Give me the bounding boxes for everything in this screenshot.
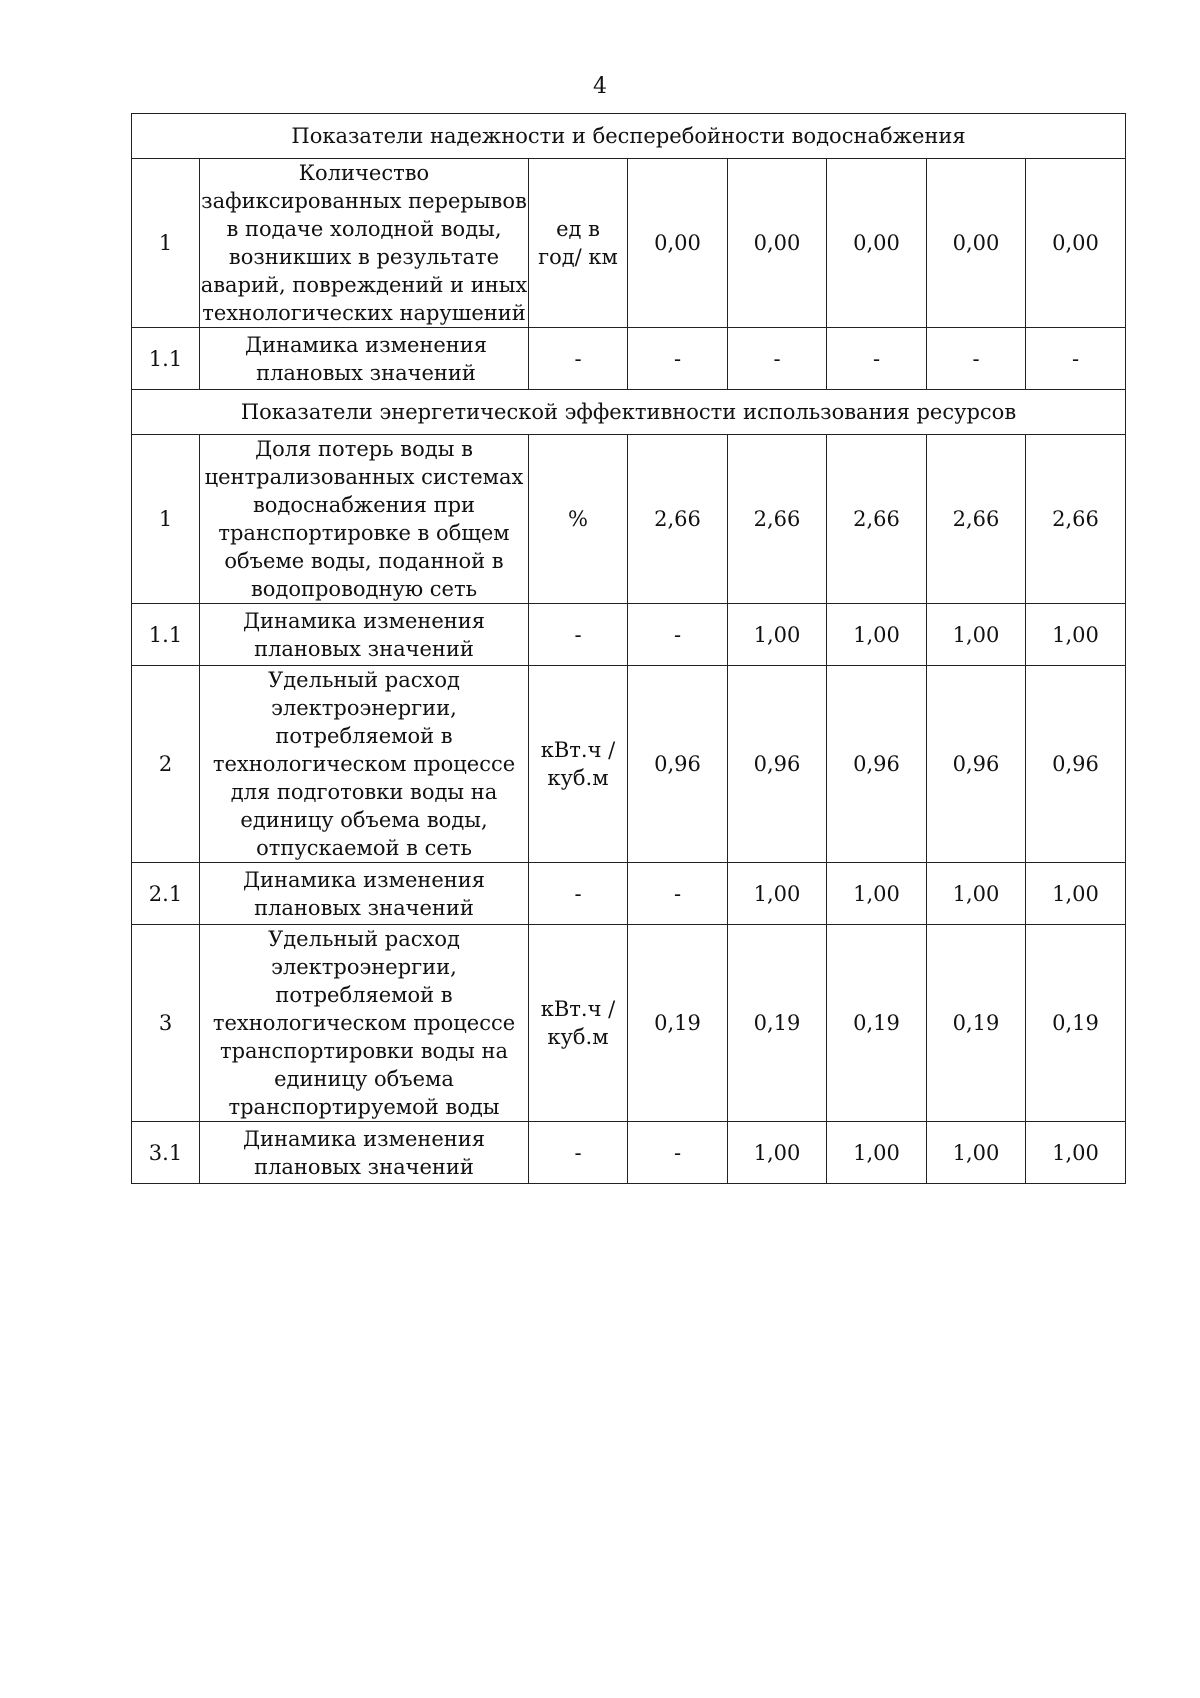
value-cell: 0,96	[927, 666, 1026, 863]
indicator-name-line: отпускаемой в сеть	[256, 836, 472, 860]
value-cell: 0,96	[827, 666, 927, 863]
indicator-name-line: Удельный расход	[268, 927, 460, 951]
value-cell: 2,66	[827, 435, 927, 604]
indicator-name-line: водопроводную сеть	[250, 577, 478, 601]
indicator-name-line: транспортируемой воды	[228, 1095, 500, 1119]
indicator-name	[200, 1122, 529, 1184]
unit-line: кВт.ч /	[540, 997, 616, 1021]
value-cell: 1,00	[927, 1122, 1026, 1184]
unit-line: -	[574, 622, 582, 647]
table-row	[132, 159, 1126, 328]
value-cell: -	[927, 328, 1026, 390]
indicator-name-line: электроэнергии,	[271, 696, 457, 720]
value-cell: 0,19	[927, 925, 1026, 1122]
value-cell: 1,00	[728, 863, 827, 925]
indicator-name	[200, 328, 529, 390]
value-cell: 0,19	[628, 925, 728, 1122]
indicator-name-line: электроэнергии,	[271, 955, 457, 979]
row-number: 3	[132, 925, 200, 1122]
unit-line: ед в	[556, 217, 600, 241]
indicator-name-line: технологическом процессе	[212, 752, 516, 776]
indicator-name-line: централизованных системах	[204, 465, 524, 489]
indicator-name-line: зафиксированных перерывов	[201, 189, 527, 213]
value-cell: 1,00	[827, 1122, 927, 1184]
table-row	[132, 435, 1126, 604]
page-number: 4	[593, 74, 607, 99]
unit-cell	[529, 328, 628, 390]
value-cell: 0,96	[628, 666, 728, 863]
unit-line: -	[574, 881, 582, 906]
row-number: 2	[132, 666, 200, 863]
indicator-name	[200, 863, 529, 925]
indicator-name-line: транспортировки воды на	[219, 1039, 509, 1063]
indicator-name-line: потребляемой в	[275, 983, 453, 1007]
value-cell: 2,66	[728, 435, 827, 604]
indicator-name	[200, 604, 529, 666]
indicator-name-line: Динамика изменения	[242, 1126, 486, 1151]
value-cell: 1,00	[728, 1122, 827, 1184]
value-cell: 2,66	[1026, 435, 1126, 604]
value-cell: 1,00	[1026, 604, 1126, 666]
indicator-name-line: технологических нарушений	[202, 301, 526, 325]
indicator-name-line: возникших в результате	[228, 245, 500, 269]
unit-cell	[529, 159, 628, 328]
value-cell: -	[628, 863, 728, 925]
indicator-name-line: Динамика изменения	[244, 332, 488, 357]
value-cell: -	[628, 1122, 728, 1184]
value-cell: 0,00	[827, 159, 927, 328]
value-cell: 0,00	[728, 159, 827, 328]
indicator-name-line: Динамика изменения	[242, 608, 486, 633]
value-cell: 1,00	[827, 604, 927, 666]
section-title: Показатели энергетической эффективности использования ресурсов	[132, 390, 1126, 435]
indicator-name	[200, 159, 529, 328]
row-number: 1	[132, 435, 200, 604]
row-number: 1.1	[132, 328, 200, 390]
indicator-name-line: единицу объема	[274, 1067, 454, 1091]
table-row	[132, 666, 1126, 863]
indicators-table	[131, 113, 1126, 1184]
unit-cell	[529, 435, 628, 604]
value-cell: 1,00	[1026, 1122, 1126, 1184]
indicator-name-line: транспортировке в общем	[218, 521, 510, 545]
value-cell: 1,00	[927, 863, 1026, 925]
value-cell: -	[827, 328, 927, 390]
indicator-name-line: Количество	[298, 161, 430, 185]
section-header-row	[132, 390, 1126, 435]
table-row	[132, 863, 1126, 925]
unit-cell	[529, 604, 628, 666]
section-title: Показатели надежности и бесперебойности водоснабжения	[132, 114, 1126, 159]
value-cell: -	[628, 604, 728, 666]
unit-line: кВт.ч /	[540, 738, 616, 762]
indicator-name-line: аварий, повреждений и иных	[200, 273, 528, 297]
value-cell: 2,66	[628, 435, 728, 604]
value-cell: 1,00	[927, 604, 1026, 666]
row-number: 1.1	[132, 604, 200, 666]
section-header-row	[132, 114, 1126, 159]
row-number: 2.1	[132, 863, 200, 925]
table-row	[132, 925, 1126, 1122]
indicator-name-line: для подготовки воды на	[230, 780, 498, 804]
unit-cell	[529, 863, 628, 925]
value-cell: 1,00	[827, 863, 927, 925]
indicator-name	[200, 925, 529, 1122]
indicator-name-line: единицу объема воды,	[240, 808, 488, 832]
indicator-name-line: Удельный расход	[268, 668, 460, 692]
value-cell: 0,19	[827, 925, 927, 1122]
unit-line: %	[568, 507, 588, 531]
table-row	[132, 328, 1126, 390]
indicator-name-line: плановых значений	[254, 636, 474, 661]
unit-line: год/ км	[538, 245, 618, 269]
indicator-name	[200, 435, 529, 604]
unit-line: куб.м	[547, 766, 609, 790]
table-row	[132, 604, 1126, 666]
row-number: 3.1	[132, 1122, 200, 1184]
value-cell: 0,96	[1026, 666, 1126, 863]
indicator-name-line: объеме воды, поданной в	[224, 549, 504, 573]
value-cell: 0,19	[1026, 925, 1126, 1122]
indicator-name-line: Доля потерь воды в	[255, 437, 473, 461]
value-cell: 0,19	[728, 925, 827, 1122]
indicator-name-line: водоснабжения при	[252, 493, 476, 517]
value-cell: 1,00	[728, 604, 827, 666]
unit-line: куб.м	[547, 1025, 609, 1049]
indicator-name-line: плановых значений	[254, 895, 474, 920]
unit-line: -	[574, 346, 582, 371]
value-cell: 2,66	[927, 435, 1026, 604]
value-cell: -	[628, 328, 728, 390]
unit-cell	[529, 1122, 628, 1184]
value-cell: 0,00	[1026, 159, 1126, 328]
indicator-name-line: плановых значений	[254, 1154, 474, 1179]
indicator-name	[200, 666, 529, 863]
value-cell: 0,96	[728, 666, 827, 863]
table-row	[132, 1122, 1126, 1184]
row-number: 1	[132, 159, 200, 328]
indicator-name-line: в подаче холодной воды,	[226, 217, 502, 241]
indicator-name-line: потребляемой в	[275, 724, 453, 748]
value-cell: -	[728, 328, 827, 390]
value-cell: 0,00	[927, 159, 1026, 328]
unit-line: -	[574, 1140, 582, 1165]
value-cell: 1,00	[1026, 863, 1126, 925]
unit-cell	[529, 925, 628, 1122]
value-cell: 0,00	[628, 159, 728, 328]
value-cell: -	[1026, 328, 1126, 390]
indicator-name-line: Динамика изменения	[242, 867, 486, 892]
unit-cell	[529, 666, 628, 863]
indicator-name-line: технологическом процессе	[212, 1011, 516, 1035]
indicator-name-line: плановых значений	[256, 360, 476, 385]
